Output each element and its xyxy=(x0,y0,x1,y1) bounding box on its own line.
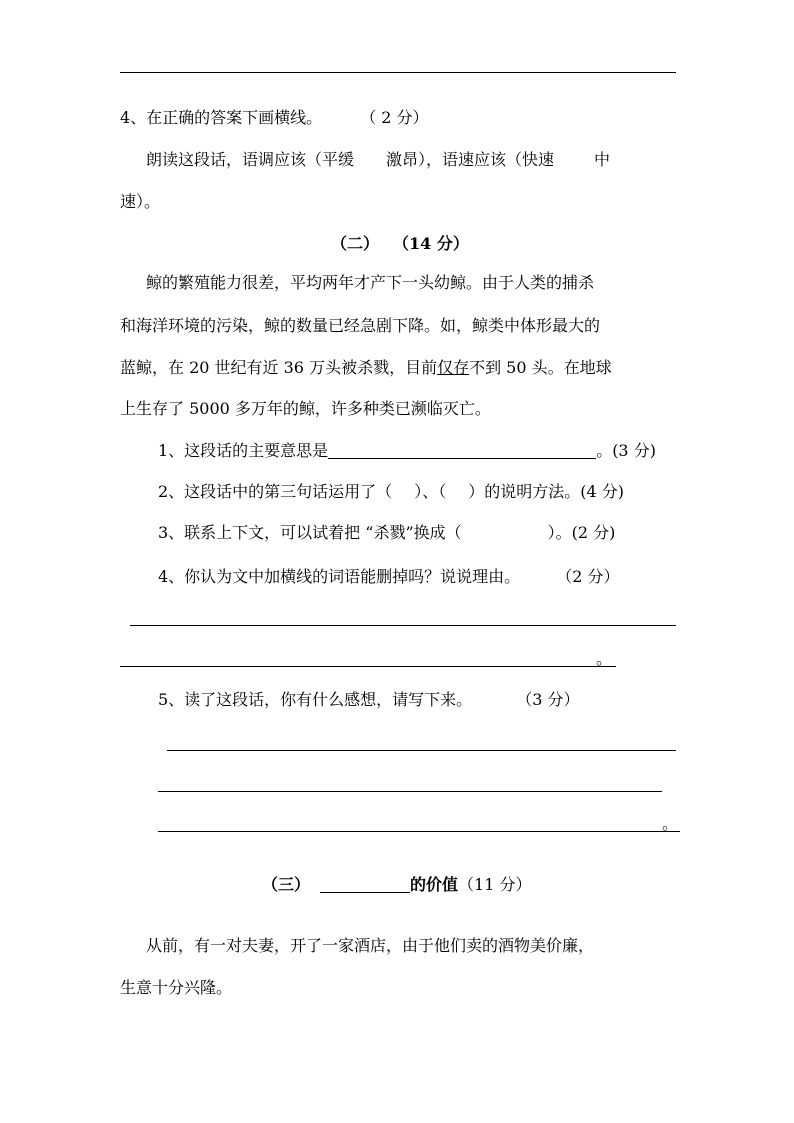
passage-line: 上生存了 5000 多万年的鲸，许多种类已濒临灭亡。 xyxy=(120,399,491,418)
passage-segment: 朗读这段话，语调应该（平缓 xyxy=(146,150,355,169)
answer-blank[interactable] xyxy=(328,442,596,459)
question-score: （2 分） xyxy=(556,567,620,586)
question-text: ）的说明方法。(4 分) xyxy=(468,482,624,501)
passage-line xyxy=(120,357,612,379)
section-score: （11 分） xyxy=(458,875,532,894)
passage-line: 鲸的繁殖能力很差，平均两年才产下一头幼鲸。由于人类的捕杀 xyxy=(146,273,595,292)
section-score: （14 分） xyxy=(393,234,469,253)
question-2 xyxy=(158,481,624,503)
answer-line[interactable] xyxy=(120,666,616,667)
passage-line: 和海洋环境的污染，鲸的数量已经急剧下降。如，鲸类中体形最大的 xyxy=(120,316,601,335)
passage-line: 速）。 xyxy=(120,192,161,211)
period-mark: 。 xyxy=(662,814,679,833)
passage-line xyxy=(146,149,610,171)
question-score: 。(3 分) xyxy=(596,441,656,460)
answer-line[interactable] xyxy=(130,625,676,626)
question-1 xyxy=(158,440,656,462)
question-text: 5、读了这段话，你有什么感想，请写下来。 xyxy=(158,690,473,709)
section-title: 的价值 xyxy=(410,875,459,894)
section-label: （二） xyxy=(331,234,380,253)
question-4-part1 xyxy=(120,107,429,129)
title-blank[interactable] xyxy=(320,876,410,893)
answer-line[interactable] xyxy=(158,791,662,792)
period-mark: 。 xyxy=(596,649,613,668)
question-text: 4、你认为文中加横线的词语能删掉吗？说说理由。 xyxy=(158,567,521,586)
question-score: （3 分） xyxy=(516,690,580,709)
section-label: （三） xyxy=(262,875,311,894)
section-heading-2 xyxy=(331,233,469,255)
passage-segment: 不到 50 头。在地球 xyxy=(469,358,612,377)
answer-line[interactable] xyxy=(158,831,680,832)
question-4 xyxy=(158,566,619,588)
question-3 xyxy=(158,522,615,544)
question-text: ）、（ xyxy=(414,482,447,501)
answer-line[interactable] xyxy=(167,750,676,751)
header-rule xyxy=(120,72,676,73)
question-text: 1、这段话的主要意思是 xyxy=(158,441,329,460)
question-text: 3、联系上下文，可以试着把 “杀戮”换成（ xyxy=(158,523,462,542)
section-heading-3 xyxy=(262,874,531,896)
passage-segment: 蓝鲸，在 20 世纪有近 36 万头被杀戮，目前 xyxy=(120,358,438,377)
passage-line: 生意十分兴隆。 xyxy=(120,978,233,997)
question-text: 2、这段话中的第三句话运用了（ xyxy=(158,482,393,501)
question-score: （ 2 分） xyxy=(360,108,429,127)
passage-segment: 中 xyxy=(594,150,611,169)
question-text: 4、在正确的答案下画横线。 xyxy=(120,108,323,127)
passage-segment: 激昂），语速应该（快速 xyxy=(386,150,555,169)
question-5 xyxy=(158,689,579,711)
question-text: ）。(2 分) xyxy=(547,523,616,542)
underlined-word: 仅存 xyxy=(437,358,470,377)
passage-line: 从前，有一对夫妻，开了一家酒店，由于他们卖的酒物美价廉， xyxy=(146,936,595,955)
